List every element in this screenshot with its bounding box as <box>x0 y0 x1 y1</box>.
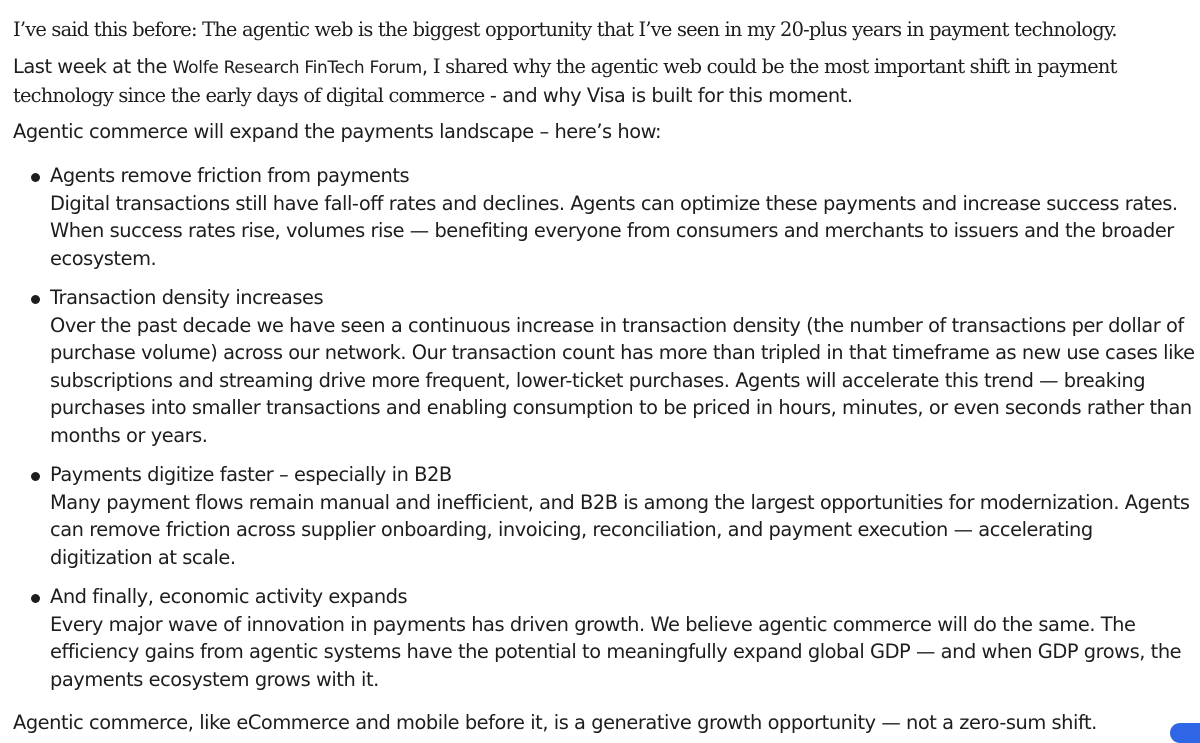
bullet-title: Payments digitize faster – especially in B2B <box>50 463 452 486</box>
bullet-body: Many payment flows remain manual and inefficient, and B2B is among the largest opportunities for modernization. Agents can remove friction across supplier onboarding, invoicing, reconciliation, and payment execution — accelerating digitization at scale. <box>50 490 1190 569</box>
bullet-dot-icon <box>31 594 40 603</box>
bullet-title: And finally, economic activity expands <box>50 585 408 608</box>
bullet-dot-icon <box>31 472 40 481</box>
list-item <box>13 461 1199 571</box>
intro-paragraph <box>13 16 1199 44</box>
bullet-list <box>13 162 1199 693</box>
bullet-dot-icon <box>31 295 40 304</box>
bullet-body: Every major wave of innovation in payments has driven growth. We believe agentic commerce will do the same. The efficiency gains from agentic systems have the potential to meaningfully expand global GDP — and when GDP grows, the payments ecosystem grows with it. <box>50 612 1182 691</box>
bullet-title: Agents remove friction from payments <box>50 164 410 187</box>
closing-paragraph: Agentic commerce, like eCommerce and mobile before it, is a generative growth opportunity — not a zero-sum shift. <box>13 711 1097 734</box>
list-item <box>13 284 1199 449</box>
forum-lead-text: Last week at the <box>13 54 173 78</box>
post-body <box>13 16 1199 737</box>
bullet-dot-icon <box>31 173 40 182</box>
list-item <box>13 162 1199 272</box>
forum-name: Wolfe Research FinTech Forum <box>172 57 422 78</box>
bullet-body: Over the past decade we have seen a continuous increase in transaction density (the number of transactions per dollar of purchase volume) across our network. Our transaction count has more than tripled in that timeframe as new use cases like subscriptions and streaming drive more frequent, lower-ticket purchases. Agents will accelerate this trend — breaking purchases into smaller transactions and enabling consumption to be priced in hours, minutes, or even seconds rather than months or years. <box>50 313 1195 447</box>
forum-paragraph <box>13 53 1199 110</box>
bullet-title: Transaction density increases <box>50 286 324 309</box>
intro-text: I’ve said this before: The agentic web is the biggest opportunity that I’ve seen in my 20-plus years in payment technology. <box>13 18 1117 41</box>
forum-dash-text: - and why Visa is built for this moment. <box>489 84 853 107</box>
list-item <box>13 583 1199 693</box>
lead-in-paragraph: Agentic commerce will expand the payments landscape – here’s how: <box>13 119 662 143</box>
forum-rest-text: I shared why the agentic web could be the most important shift in payment technology since the early days of digital commerce <box>13 54 1117 107</box>
corner-chat-button[interactable] <box>1170 723 1200 743</box>
forum-comma: , <box>421 54 428 78</box>
bullet-body: Digital transactions still have fall-off rates and declines. Agents can optimize these payments and increase success rates. When success rates rise, volumes rise — benefiting everyone from consumers and merchants to issuers and the broader ecosystem. <box>50 191 1178 270</box>
